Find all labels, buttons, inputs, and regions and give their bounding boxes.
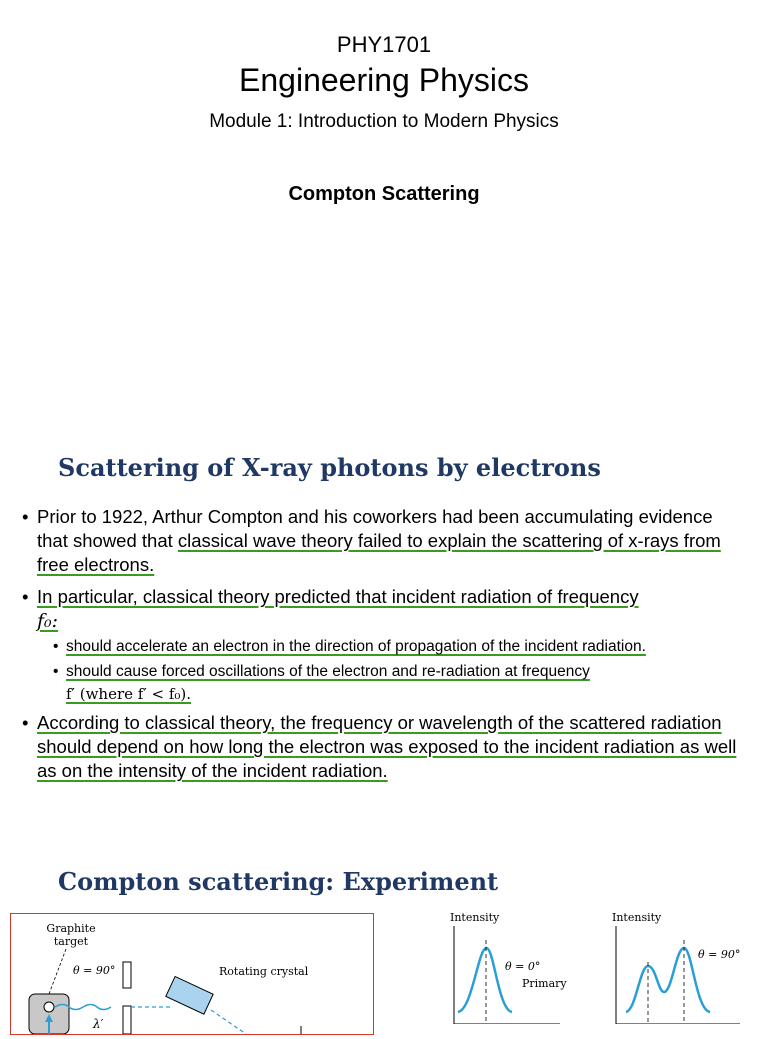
wavelength-label: λ′ (93, 1017, 104, 1031)
sub-bullet-2-text: should cause forced oscillations of the electron and re-radiation at frequency (66, 663, 590, 680)
bullet-dot: • (22, 586, 29, 607)
bullet-1-underlined: classical wave theory failed to explain the scattering of x-rays from free electrons. (37, 530, 721, 575)
plot1-curve (458, 948, 512, 1012)
topic-title: Compton Scattering (288, 183, 480, 205)
slit-lower (123, 1006, 131, 1034)
intensity-plots (440, 900, 768, 1024)
bullet-dot: • (22, 506, 29, 527)
bullet-2 (22, 585, 737, 609)
scatter-point (44, 1002, 54, 1012)
diffracted-beam (211, 1010, 246, 1034)
rotating-crystal (166, 976, 213, 1014)
apparatus-diagram (10, 913, 374, 1035)
bullet-dot: • (22, 712, 29, 733)
plot2-axis-label: Intensity (612, 911, 662, 924)
bullet-1-text: Prior to 1922, Arthur Compton and his coworkers had been accumulating evidence that showed that (37, 506, 713, 551)
plot1-peak-label: Primary (522, 977, 567, 990)
intensity-svg (440, 900, 768, 1024)
bullet-2-underlined: In particular, classical theory predicted that incident radiation of frequency (37, 586, 639, 607)
target-label-1: Graphite (46, 922, 96, 935)
frequency-symbol: f₀: (37, 610, 59, 632)
sub-bullet-1-text: should accelerate an electron in the direction of propagation of the incident radiation. (66, 638, 646, 655)
section-heading-scattering: Scattering of X-ray photons by electrons (58, 453, 601, 482)
course-code: PHY1701 (336, 32, 432, 57)
plot1-angle-label: θ = 0° (505, 960, 541, 973)
crystal-label: Rotating crystal (219, 965, 309, 978)
bullet-3-underlined: According to classical theory, the frequency or wavelength of the scattered radiation should depend on how long the electron was exposed to the incident radiation as well as on the intensity of the incident radiation. (37, 712, 737, 781)
plot2-angle-label: θ = 90° (698, 948, 741, 961)
bullet-dot: • (53, 638, 59, 655)
plot1-axis-label: Intensity (450, 911, 500, 924)
sub-bullet-2 (53, 661, 756, 683)
angle-label: θ = 90° (73, 964, 116, 977)
course-title: Engineering Physics (239, 62, 529, 98)
sub-bullet-1 (53, 636, 756, 658)
bullet-3 (22, 711, 737, 783)
target-label-2: target (53, 935, 89, 948)
sub-bullet-2-formula: f′ (where f′ < f₀). (66, 685, 192, 703)
bullet-dot: • (53, 663, 59, 680)
section-heading-experiment: Compton scattering: Experiment (58, 867, 499, 896)
apparatus-svg (11, 914, 373, 1034)
target-pointer (49, 949, 66, 994)
bullet-1 (22, 505, 737, 577)
module-title: Module 1: Introduction to Modern Physics (209, 111, 559, 132)
slit-upper (123, 962, 131, 988)
